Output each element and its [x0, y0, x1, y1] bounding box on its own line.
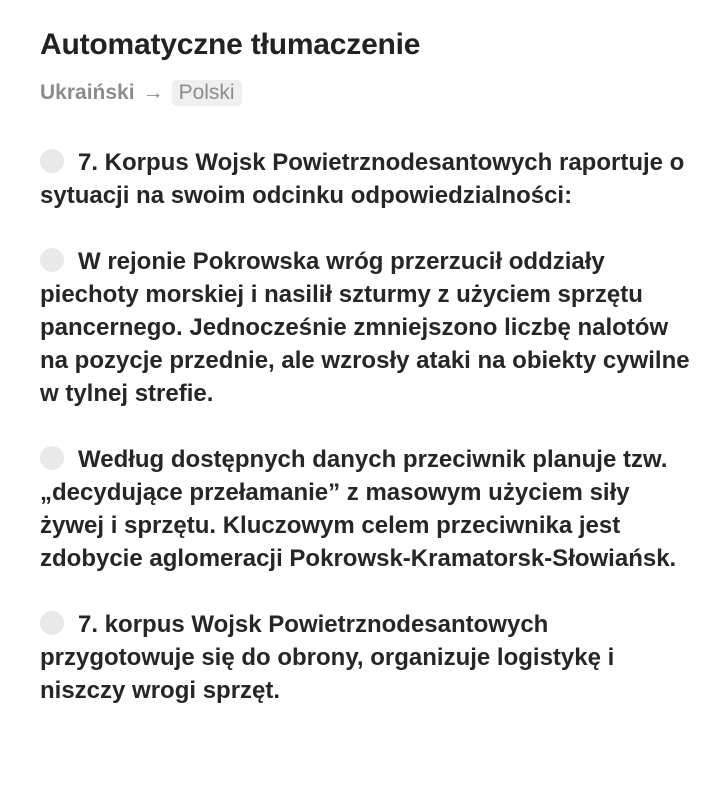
translated-paragraph: [40, 146, 690, 212]
translated-paragraph: [40, 608, 690, 707]
paragraph-text: 7. korpus Wojsk Powietrznodesantowych przygotowuje się do obrony, organizuje logistykę i niszczy wrogi sprzęt.: [40, 611, 615, 704]
arrow-right-icon: →: [142, 81, 164, 104]
bullet-circle-icon: [40, 611, 64, 635]
bullet-circle-icon: [40, 446, 64, 470]
paragraph-text: Według dostępnych danych przeciwnik planuje tzw. „decydujące przełamanie” z masowym użyciem siły żywej i sprzętu. Kluczowym celem przeciwnika jest zdobycie aglomeracji Pokrowsk-Kramatorsk-Słowiańsk.: [40, 446, 677, 572]
bullet-circle-icon: [40, 248, 64, 272]
translated-text: [40, 146, 690, 707]
translated-paragraph: [40, 443, 690, 575]
paragraph-text: W rejonie Pokrowska wróg przerzucił oddziały piechoty morskiej i nasilił szturmy z użyciem sprzętu pancernego. Jednocześnie zmniejszono liczbę nalotów na pozycje przednie, ale wzrosły ataki na obiekty cywilne w tylnej strefie.: [40, 248, 690, 407]
target-language-chip[interactable]: Polski: [172, 80, 242, 106]
translated-paragraph: [40, 245, 690, 410]
translation-panel: [40, 26, 690, 740]
paragraph-text: 7. Korpus Wojsk Powietrznodesantowych raportuje o sytuacji na swoim odcinku odpowiedzialności:: [40, 149, 685, 209]
language-selector: [40, 78, 690, 108]
source-language[interactable]: Ukraiński: [40, 81, 135, 104]
bullet-circle-icon: [40, 149, 64, 173]
page-title: Automatyczne tłumaczenie: [40, 28, 421, 61]
